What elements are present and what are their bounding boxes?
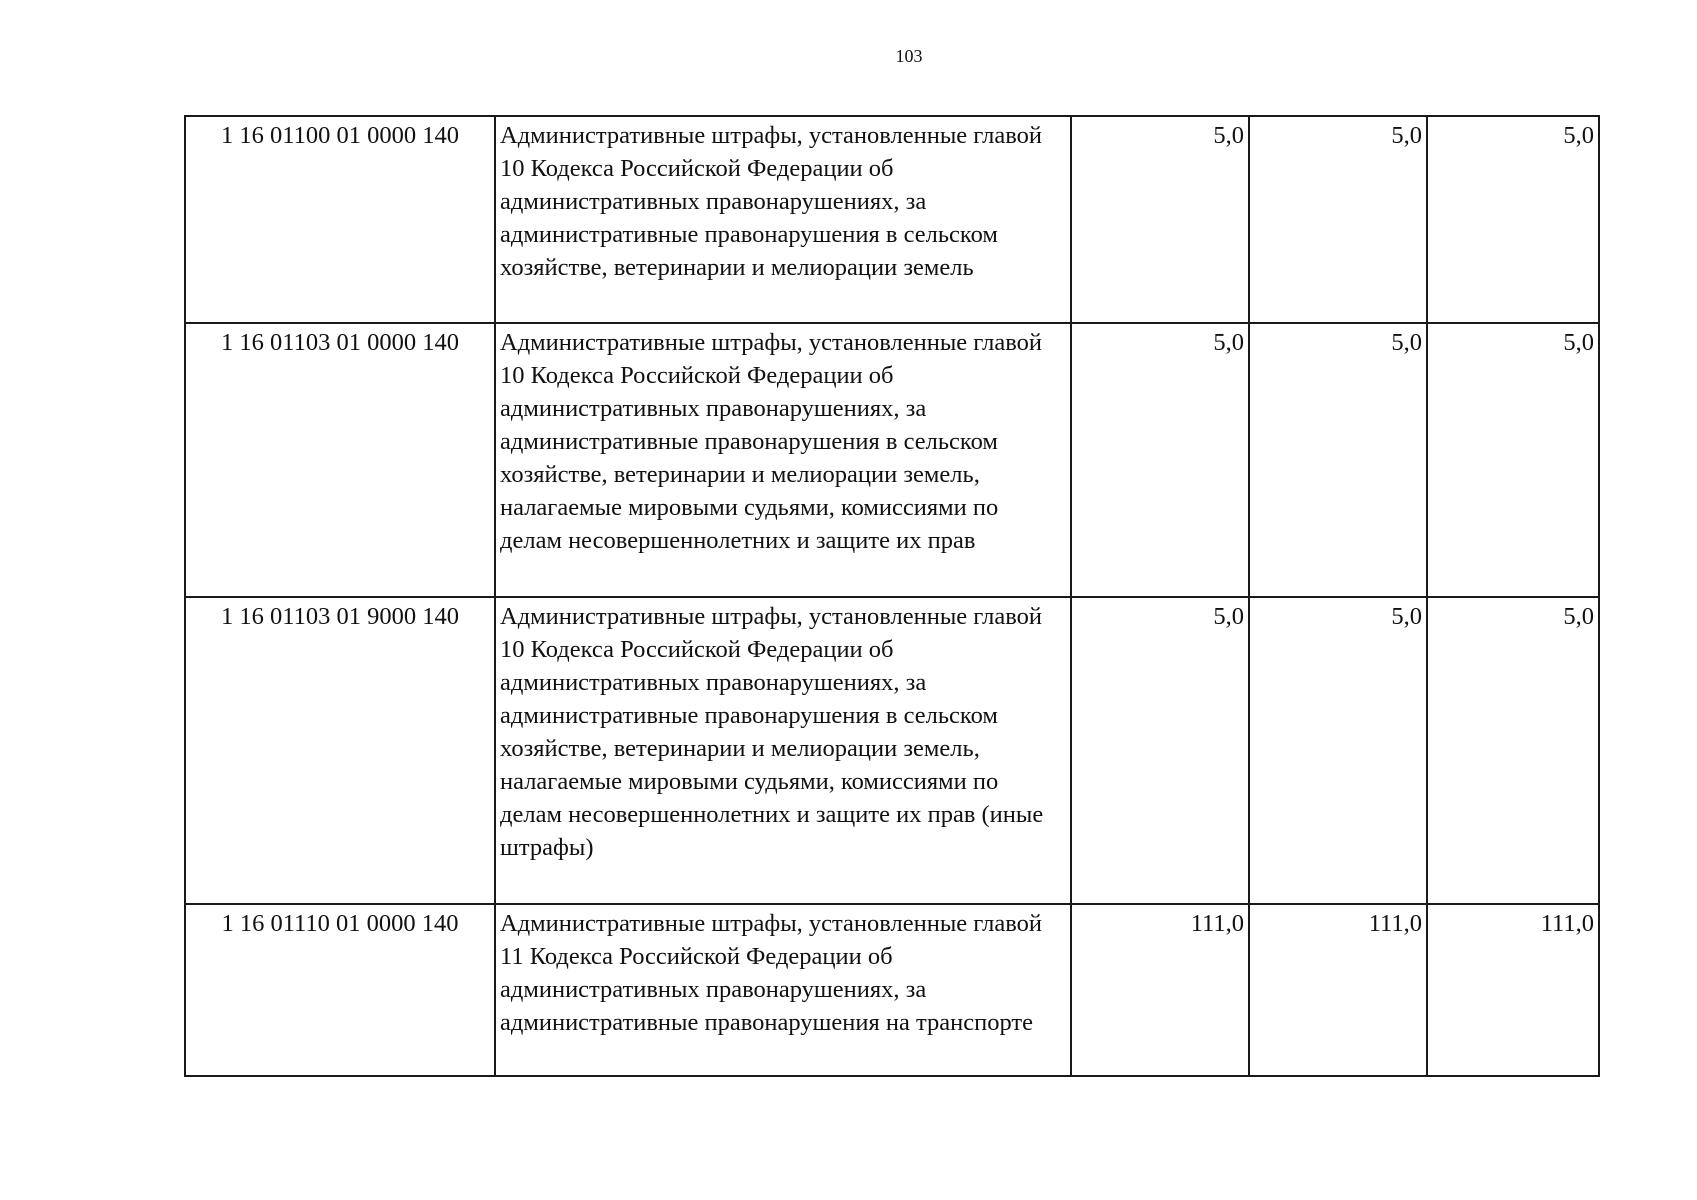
page-number: 103 (895, 46, 923, 66)
value-cell-year-2: 111,0 (1249, 904, 1427, 1076)
budget-code-cell: 1 16 01103 01 0000 140 (185, 323, 495, 597)
budget-code-cell: 1 16 01110 01 0000 140 (185, 904, 495, 1076)
value-cell-year-3: 111,0 (1427, 904, 1599, 1076)
value-cell-year-1: 111,0 (1071, 904, 1249, 1076)
value-cell-year-1: 5,0 (1071, 597, 1249, 904)
value-cell-year-3: 5,0 (1427, 323, 1599, 597)
table-row (185, 904, 1599, 1076)
table-row (185, 116, 1599, 323)
value-cell-year-2: 5,0 (1249, 116, 1427, 323)
budget-code-cell: 1 16 01100 01 0000 140 (185, 116, 495, 323)
description-cell: Административные штрафы, установленные главой 10 Кодекса Российской Федерации об административных правонарушениях, за административные правонарушения в сельском хозяйстве, ветеринарии и мелиорации земель, налагаемые мировыми судьями, комиссиями по делам несовершеннолетних и защите их прав (495, 323, 1071, 597)
value-cell-year-1: 5,0 (1071, 323, 1249, 597)
description-cell: Административные штрафы, установленные главой 11 Кодекса Российской Федерации об административных правонарушениях, за административные правонарушения на транспорте (495, 904, 1071, 1076)
description-cell: Административные штрафы, установленные главой 10 Кодекса Российской Федерации об административных правонарушениях, за административные правонарушения в сельском хозяйстве, ветеринарии и мелиорации земель, налагаемые мировыми судьями, комиссиями по делам несовершеннолетних и защите их прав (иные штрафы) (495, 597, 1071, 904)
value-cell-year-2: 5,0 (1249, 323, 1427, 597)
value-cell-year-2: 5,0 (1249, 597, 1427, 904)
value-cell-year-3: 5,0 (1427, 116, 1599, 323)
value-cell-year-1: 5,0 (1071, 116, 1249, 323)
table-row (185, 323, 1599, 597)
value-cell-year-3: 5,0 (1427, 597, 1599, 904)
budget-code-cell: 1 16 01103 01 9000 140 (185, 597, 495, 904)
description-cell: Административные штрафы, установленные главой 10 Кодекса Российской Федерации об административных правонарушениях, за административные правонарушения в сельском хозяйстве, ветеринарии и мелиорации земель (495, 116, 1071, 323)
budget-revenue-table (184, 115, 1600, 1077)
table-row (185, 597, 1599, 904)
